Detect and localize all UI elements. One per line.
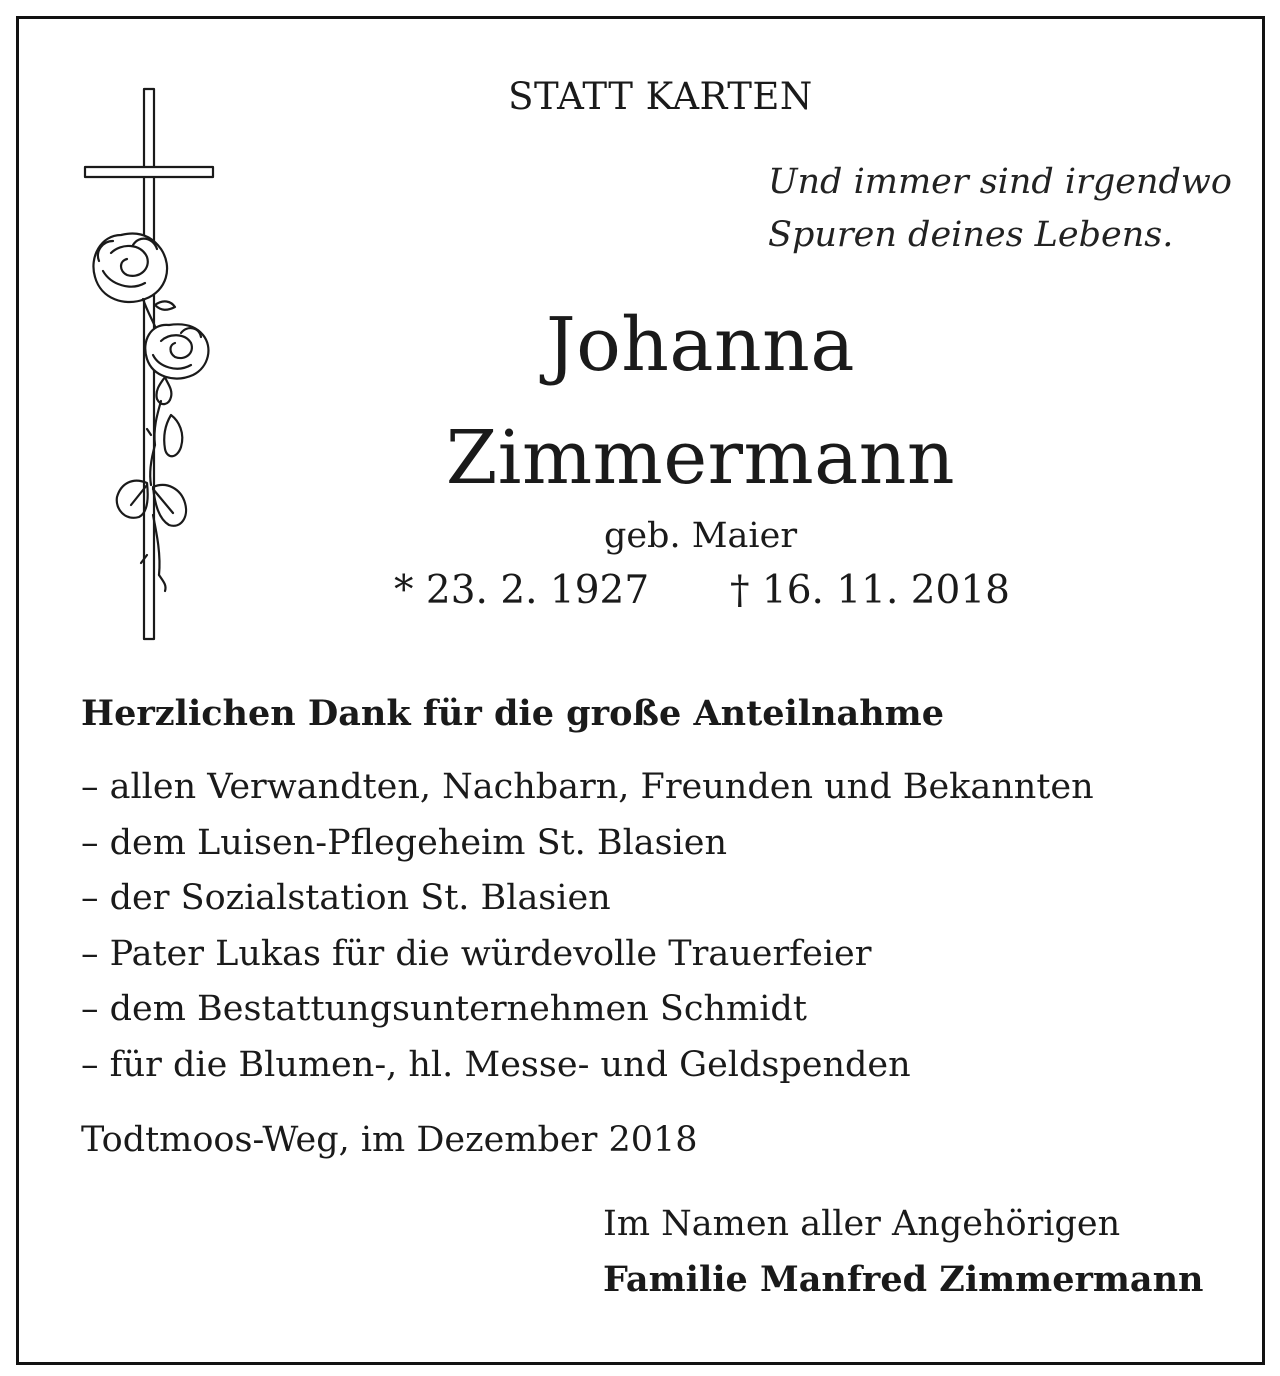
thanks-list bbox=[81, 760, 1094, 1093]
place-date: Todtmoos-Weg, im Dezember 2018 bbox=[81, 1120, 698, 1160]
death-date: † 16. 11. 2018 bbox=[730, 568, 1010, 613]
quote-line-2: Spuren deines Lebens. bbox=[768, 215, 1174, 255]
list-item: – der Sozialstation St. Blasien bbox=[81, 878, 611, 918]
quote-line-1: Und immer sind irgendwo bbox=[768, 162, 1232, 202]
statt-karten-heading: STATT KARTEN bbox=[508, 75, 813, 118]
obituary-notice bbox=[16, 16, 1265, 1365]
birth-date: * 23. 2. 1927 bbox=[394, 568, 650, 613]
list-item: – für die Blumen-, hl. Messe- und Geldspenden bbox=[81, 1044, 911, 1085]
list-item: – dem Bestattungsunternehmen Schmidt bbox=[81, 989, 807, 1029]
signature-family: Familie Manfred Zimmermann bbox=[603, 1259, 1204, 1300]
last-name: Zimmermann bbox=[445, 415, 956, 501]
thanks-heading: Herzlichen Dank für die große Anteilnahme bbox=[81, 693, 944, 734]
signature-line: Im Namen aller Angehörigen bbox=[603, 1204, 1121, 1244]
list-item: – dem Luisen-Pflegeheim St. Blasien bbox=[81, 822, 728, 863]
maiden-name: geb. Maier bbox=[603, 516, 798, 556]
list-item: – allen Verwandten, Nachbarn, Freunden und Bekannten bbox=[81, 767, 1094, 807]
memorial-quote bbox=[768, 156, 1232, 262]
list-item: – Pater Lukas für die würdevolle Trauerfeier bbox=[81, 933, 872, 974]
first-name: Johanna bbox=[546, 302, 855, 388]
